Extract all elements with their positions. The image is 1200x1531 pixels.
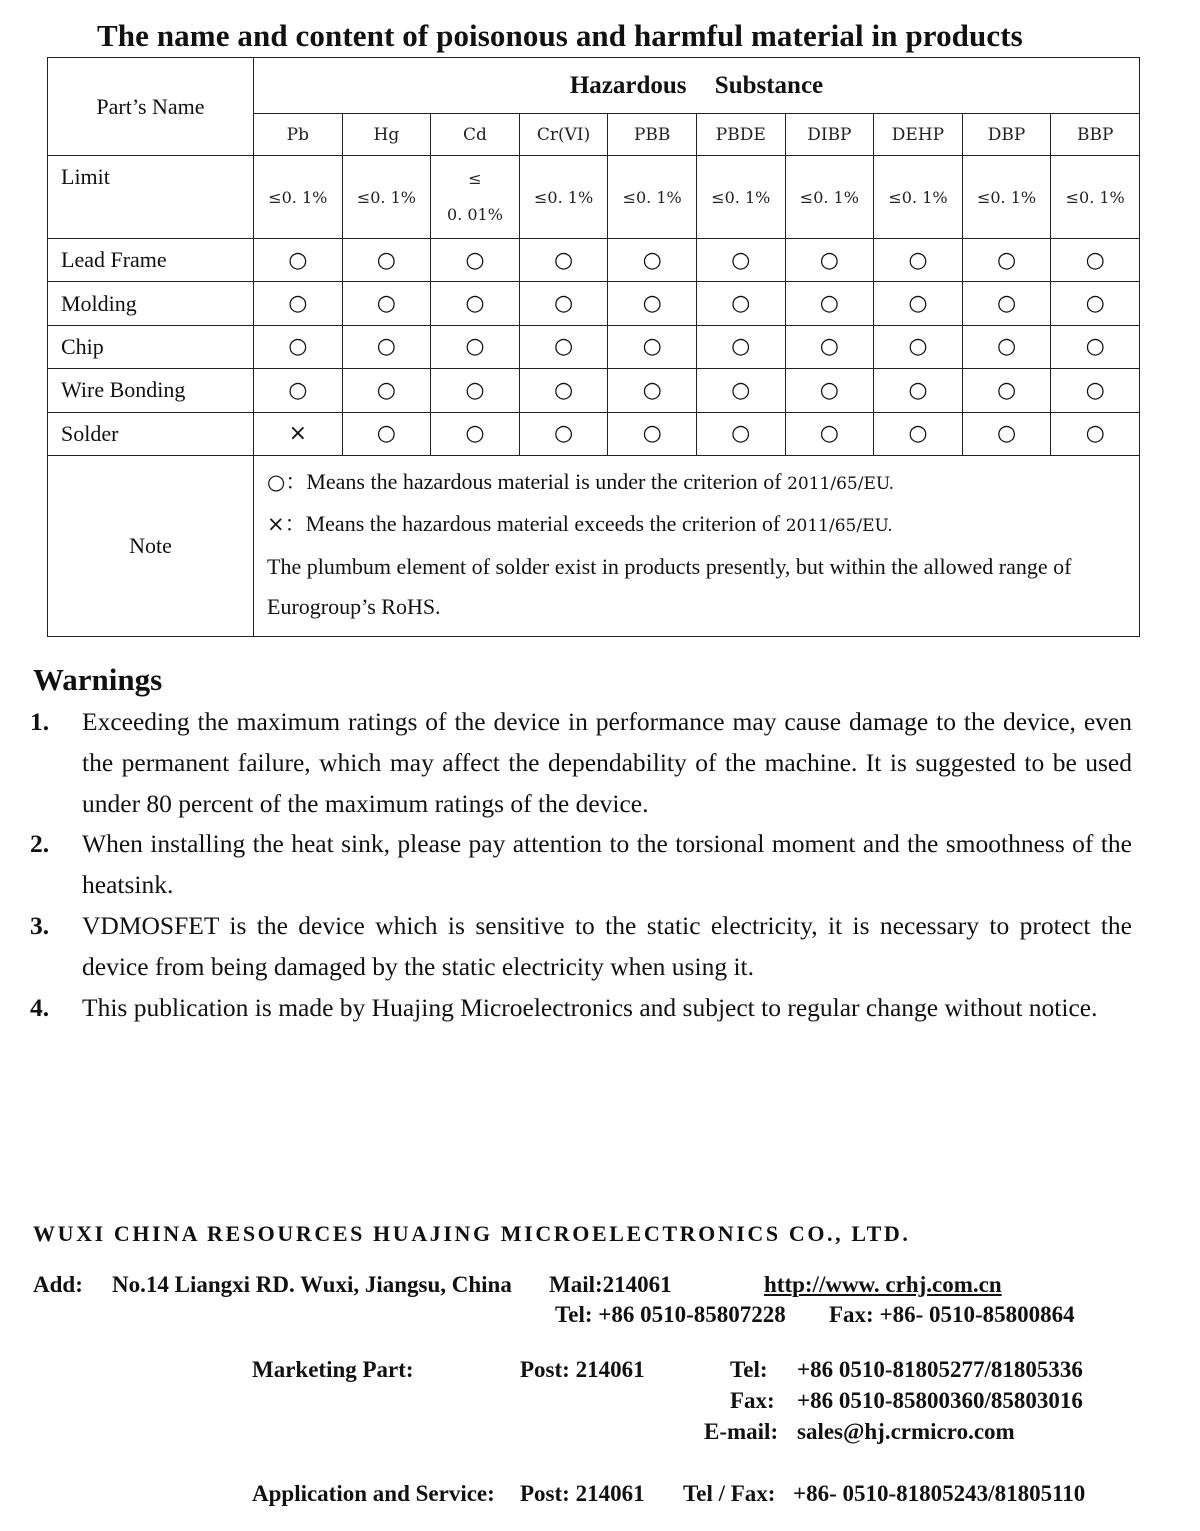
warning-number: 1. xyxy=(30,707,50,736)
content-mark: ○ xyxy=(785,282,874,325)
content-mark: ○ xyxy=(519,369,608,412)
content-mark: ○ xyxy=(696,412,785,455)
limit-value: ≤0. 1% xyxy=(608,156,697,239)
substance-header: Hg xyxy=(342,114,431,156)
content-mark: ○ xyxy=(785,369,874,412)
address: No.14 Liangxi RD. Wuxi, Jiangsu, China xyxy=(112,1272,512,1297)
email-label: E-mail: xyxy=(704,1419,779,1444)
circle-icon: ○： xyxy=(267,469,307,494)
content-mark: ○ xyxy=(431,282,520,325)
substance-header: BBP xyxy=(1051,114,1140,156)
warning-text: When installing the heat sink, please pay attention to the torsional moment and the smoothness of the heatsink. xyxy=(82,829,1132,900)
page-title: The name and content of poisonous and harmful material in products xyxy=(97,18,1023,53)
note-row xyxy=(48,455,1140,636)
note-criterion: 2011/65/EU. xyxy=(785,516,893,537)
content-mark: ○ xyxy=(874,282,963,325)
content-mark: × xyxy=(254,412,343,455)
table-row xyxy=(48,282,1140,325)
note-text xyxy=(254,455,1140,636)
content-mark: ○ xyxy=(785,325,874,368)
content-mark: ○ xyxy=(874,412,963,455)
hazardous-substance-header: Hazardous Substance xyxy=(254,58,1140,114)
marketing-label: Marketing Part: xyxy=(252,1357,414,1382)
content-mark: ○ xyxy=(874,325,963,368)
list-item xyxy=(30,988,1132,1029)
table-row xyxy=(48,412,1140,455)
content-mark: ○ xyxy=(696,239,785,282)
table-row xyxy=(48,369,1140,412)
content-mark: ○ xyxy=(1051,282,1140,325)
table-row xyxy=(48,325,1140,368)
cross-icon: ×： xyxy=(267,512,306,537)
substance-header: PBDE xyxy=(696,114,785,156)
content-mark: ○ xyxy=(431,369,520,412)
service-label: Application and Service: xyxy=(252,1481,495,1506)
limit-value: ≤0. 1% xyxy=(342,156,431,239)
part-name-header: Part’s Name xyxy=(48,58,254,156)
note-cross-text: Means the hazardous material exceeds the criterion of xyxy=(305,511,786,537)
limit-cd-value: 0. 01% xyxy=(447,205,503,224)
warnings-list xyxy=(30,702,1132,1028)
part-name: Solder xyxy=(48,412,254,455)
limit-value: ≤0. 1% xyxy=(785,156,874,239)
content-mark: ○ xyxy=(962,369,1051,412)
warnings-title: Warnings xyxy=(33,662,163,697)
marketing-fax: +86 0510-85800360/85803016 xyxy=(797,1388,1083,1413)
limit-value: ≤0. 1% xyxy=(696,156,785,239)
limit-label: Limit xyxy=(48,156,254,239)
content-mark: ○ xyxy=(1051,325,1140,368)
part-name: Molding xyxy=(48,282,254,325)
substance-header: DEHP xyxy=(874,114,963,156)
limit-row xyxy=(48,156,1140,239)
warning-text: This publication is made by Huajing Microelectronics and subject to regular change without notice. xyxy=(82,992,1098,1022)
content-mark: ○ xyxy=(962,282,1051,325)
limit-value: ≤0. 1% xyxy=(962,156,1051,239)
warning-number: 4. xyxy=(30,992,50,1022)
company-name: WUXI CHINA RESOURCES HUAJING MICROELECTRONICS CO., LTD. xyxy=(33,1221,911,1246)
substance-header: Cr(VI) xyxy=(519,114,608,156)
content-mark: ○ xyxy=(431,239,520,282)
content-mark: ○ xyxy=(608,325,697,368)
substance-header: Pb xyxy=(254,114,343,156)
note-circle-line xyxy=(267,462,1127,505)
marketing-tel-label: Tel: xyxy=(730,1357,768,1382)
mail-postcode: Mail:214061 xyxy=(549,1272,672,1297)
part-name: Wire Bonding xyxy=(48,369,254,412)
part-name: Chip xyxy=(48,325,254,368)
company-tel: Tel: +86 0510-85807228 xyxy=(555,1302,786,1327)
content-mark: ○ xyxy=(519,239,608,282)
content-mark: ○ xyxy=(608,282,697,325)
content-mark: ○ xyxy=(254,282,343,325)
content-mark: ○ xyxy=(1051,412,1140,455)
content-mark: ○ xyxy=(254,239,343,282)
warning-number: 2. xyxy=(30,829,50,859)
email-address[interactable]: sales@hj.crmicro.com xyxy=(797,1419,1015,1444)
content-mark: ○ xyxy=(519,412,608,455)
note-plumbum: The plumbum element of solder exist in products presently, but within the allowed range of Eurogroup’s RoHS. xyxy=(267,553,1072,620)
address-label: Add: xyxy=(33,1272,83,1297)
content-mark: ○ xyxy=(696,369,785,412)
limit-value: ≤0. 1% xyxy=(1051,156,1140,239)
note-criterion: 2011/65/EU. xyxy=(787,473,895,494)
content-mark: ○ xyxy=(874,369,963,412)
content-mark: ○ xyxy=(608,412,697,455)
substance-header: Cd xyxy=(431,114,520,156)
note-label: Note xyxy=(48,455,254,636)
table-row xyxy=(48,239,1140,282)
note-circle-text: Means the hazardous material is under the criterion of xyxy=(306,468,788,494)
content-mark: ○ xyxy=(431,412,520,455)
limit-value-cd xyxy=(431,156,520,239)
substance-header: DBP xyxy=(962,114,1051,156)
content-mark: ○ xyxy=(342,282,431,325)
list-item xyxy=(30,824,1132,906)
content-mark: ○ xyxy=(962,325,1051,368)
content-mark: ○ xyxy=(962,412,1051,455)
content-mark: ○ xyxy=(342,369,431,412)
content-mark: ○ xyxy=(519,282,608,325)
content-mark: ○ xyxy=(608,369,697,412)
marketing-post: Post: 214061 xyxy=(520,1357,645,1382)
content-mark: ○ xyxy=(342,325,431,368)
marketing-tel: +86 0510-81805277/81805336 xyxy=(797,1357,1083,1382)
limit-value: ≤0. 1% xyxy=(254,156,343,239)
content-mark: ○ xyxy=(254,325,343,368)
content-mark: ○ xyxy=(608,239,697,282)
content-mark: ○ xyxy=(874,239,963,282)
content-mark: ○ xyxy=(519,325,608,368)
content-mark: ○ xyxy=(696,282,785,325)
limit-value: ≤0. 1% xyxy=(874,156,963,239)
content-mark: ○ xyxy=(962,239,1051,282)
marketing-fax-label: Fax: xyxy=(730,1388,775,1413)
content-mark: ○ xyxy=(785,412,874,455)
content-mark: ○ xyxy=(342,239,431,282)
website-link[interactable] xyxy=(764,1272,1002,1298)
service-telfax: +86- 0510-81805243/81805110 xyxy=(793,1481,1086,1506)
warning-number: 3. xyxy=(30,910,50,940)
service-telfax-label: Tel / Fax: xyxy=(683,1481,776,1506)
list-item xyxy=(30,702,1132,824)
content-mark: ○ xyxy=(785,239,874,282)
part-name: Lead Frame xyxy=(48,239,254,282)
warning-text: Exceeding the maximum ratings of the device in performance may cause damage to the device, even the permanent failure, which may affect the dependability of the machine. It is suggested to be used under 80 percent of the maximum ratings of the device. xyxy=(82,707,1132,818)
hazardous-substance-table xyxy=(47,57,1140,637)
website-url[interactable]: http://www. crhj.com.cn xyxy=(764,1272,1002,1297)
list-item xyxy=(30,906,1132,988)
note-cross-line xyxy=(267,504,1127,547)
limit-cd-symbol: ≤ xyxy=(468,169,482,188)
warning-text: VDMOSFET is the device which is sensitive to the static electricity, it is necessary to protect the device from being damaged by the static electricity when using it. xyxy=(82,910,1132,981)
company-fax: Fax: +86- 0510-85800864 xyxy=(829,1302,1075,1327)
substance-header: DIBP xyxy=(785,114,874,156)
content-mark: ○ xyxy=(254,369,343,412)
content-mark: ○ xyxy=(1051,369,1140,412)
content-mark: ○ xyxy=(342,412,431,455)
content-mark: ○ xyxy=(1051,239,1140,282)
content-mark: ○ xyxy=(696,325,785,368)
limit-value: ≤0. 1% xyxy=(519,156,608,239)
substance-header: PBB xyxy=(608,114,697,156)
service-post: Post: 214061 xyxy=(520,1481,645,1506)
content-mark: ○ xyxy=(431,325,520,368)
